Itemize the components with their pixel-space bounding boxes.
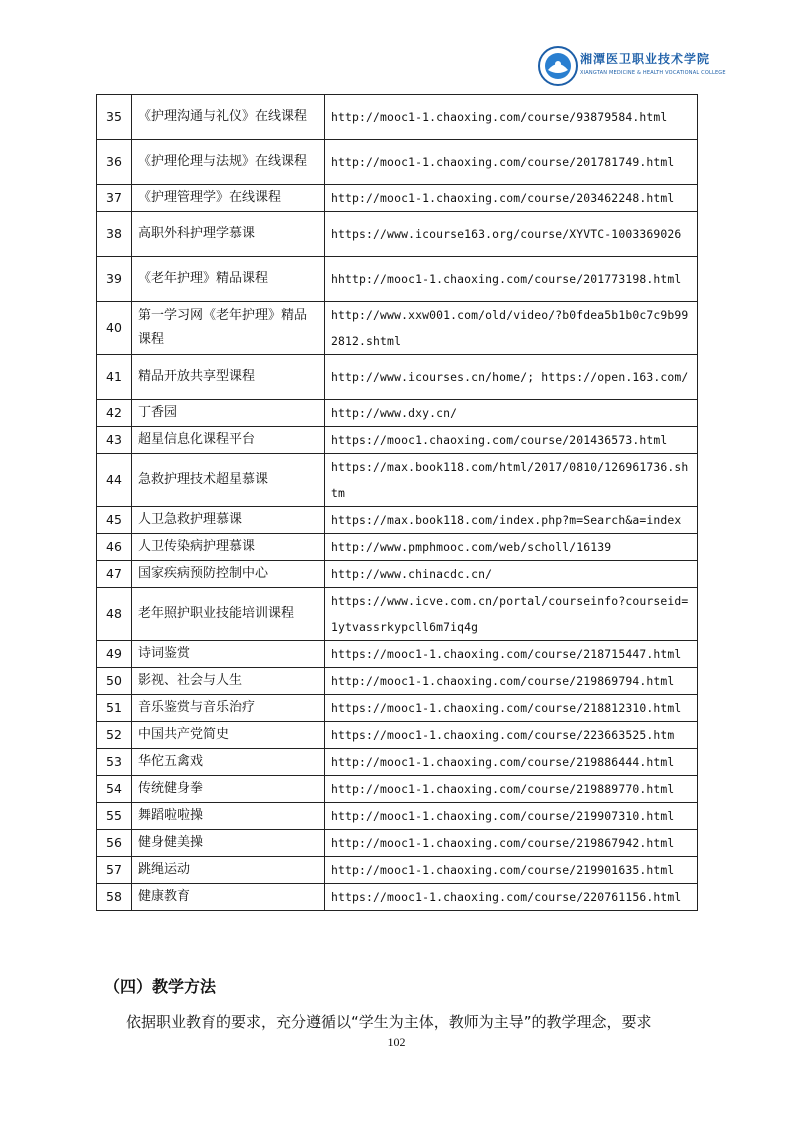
course-name: 影视、社会与人生 [132, 668, 325, 695]
course-name: 华佗五禽戏 [132, 749, 325, 776]
course-name: 丁香园 [132, 400, 325, 427]
table-row [97, 400, 698, 427]
course-name: 第一学习网《老年护理》精品课程 [132, 302, 325, 355]
table-row [97, 695, 698, 722]
table-row [97, 185, 698, 212]
course-url: http://www.pmphmooc.com/web/scholl/16139 [325, 534, 698, 561]
body-paragraph: 依据职业教育的要求，充分遵循以“学生为主体，教师为主导”的教学理念，要求 [126, 1013, 652, 1031]
course-name: 舞蹈啦啦操 [132, 803, 325, 830]
row-number: 35 [97, 95, 132, 140]
course-name: 人卫急救护理慕课 [132, 507, 325, 534]
row-number: 42 [97, 400, 132, 427]
row-number: 47 [97, 561, 132, 588]
school-name-zh: 湘潭医卫职业技术学院 [580, 52, 711, 66]
course-name: 健身健美操 [132, 830, 325, 857]
table-row [97, 803, 698, 830]
row-number: 38 [97, 212, 132, 257]
course-name: 《老年护理》精品课程 [132, 257, 325, 302]
course-name: 老年照护职业技能培训课程 [132, 588, 325, 641]
course-url: https://mooc1.chaoxing.com/course/201436573.html [325, 427, 698, 454]
course-name: 《护理沟通与礼仪》在线课程 [132, 95, 325, 140]
course-url: https://mooc1-1.chaoxing.com/course/218715447.html [325, 641, 698, 668]
row-number: 43 [97, 427, 132, 454]
table-row [97, 355, 698, 400]
course-name: 诗词鉴赏 [132, 641, 325, 668]
course-name: 中国共产党简史 [132, 722, 325, 749]
course-url: http://mooc1-1.chaoxing.com/course/93879584.html [325, 95, 698, 140]
table-row [97, 588, 698, 641]
course-url: http://mooc1-1.chaoxing.com/course/203462248.html [325, 185, 698, 212]
row-number: 40 [97, 302, 132, 355]
course-name: 音乐鉴赏与音乐治疗 [132, 695, 325, 722]
row-number: 46 [97, 534, 132, 561]
course-url: https://mooc1-1.chaoxing.com/course/218812310.html [325, 695, 698, 722]
course-url: http://www.xxw001.com/old/video/?b0fdea5b1b0c7c9b992812.shtml [325, 302, 698, 355]
table-row [97, 857, 698, 884]
row-number: 51 [97, 695, 132, 722]
table-row [97, 776, 698, 803]
school-seal-icon [538, 46, 578, 86]
course-name: 健康教育 [132, 884, 325, 911]
course-name: 精品开放共享型课程 [132, 355, 325, 400]
row-number: 49 [97, 641, 132, 668]
table-row [97, 454, 698, 507]
school-logo [538, 46, 726, 88]
row-number: 39 [97, 257, 132, 302]
course-name: 国家疾病预防控制中心 [132, 561, 325, 588]
table-row [97, 257, 698, 302]
course-url: http://mooc1-1.chaoxing.com/course/201781749.html [325, 140, 698, 185]
course-name: 跳绳运动 [132, 857, 325, 884]
table-row [97, 561, 698, 588]
course-name: 《护理管理学》在线课程 [132, 185, 325, 212]
table-row [97, 302, 698, 355]
row-number: 48 [97, 588, 132, 641]
course-url: http://mooc1-1.chaoxing.com/course/219889770.html [325, 776, 698, 803]
course-url: http://www.icourses.cn/home/; https://open.163.com/ [325, 355, 698, 400]
course-url: https://max.book118.com/index.php?m=Search&a=index [325, 507, 698, 534]
course-url: http://mooc1-1.chaoxing.com/course/219901635.html [325, 857, 698, 884]
course-url: http://mooc1-1.chaoxing.com/course/219886444.html [325, 749, 698, 776]
table-row [97, 641, 698, 668]
table-row [97, 830, 698, 857]
table-row [97, 749, 698, 776]
row-number: 37 [97, 185, 132, 212]
course-url: https://mooc1-1.chaoxing.com/course/223663525.htm [325, 722, 698, 749]
table-row [97, 534, 698, 561]
table-row [97, 884, 698, 911]
course-url: http://mooc1-1.chaoxing.com/course/219907310.html [325, 803, 698, 830]
row-number: 50 [97, 668, 132, 695]
row-number: 45 [97, 507, 132, 534]
row-number: 53 [97, 749, 132, 776]
table-body [97, 95, 698, 911]
course-name: 急救护理技术超星慕课 [132, 454, 325, 507]
course-name: 超星信息化课程平台 [132, 427, 325, 454]
course-url: https://max.book118.com/html/2017/0810/126961736.shtm [325, 454, 698, 507]
row-number: 44 [97, 454, 132, 507]
row-number: 36 [97, 140, 132, 185]
row-number: 41 [97, 355, 132, 400]
section-heading: （四）教学方法 [104, 977, 217, 996]
course-url: https://mooc1-1.chaoxing.com/course/220761156.html [325, 884, 698, 911]
table-row [97, 212, 698, 257]
row-number: 57 [97, 857, 132, 884]
row-number: 55 [97, 803, 132, 830]
table-row [97, 722, 698, 749]
table-row [97, 95, 698, 140]
course-name: 高职外科护理学慕课 [132, 212, 325, 257]
row-number: 56 [97, 830, 132, 857]
resource-links-table [96, 94, 698, 911]
table-row [97, 668, 698, 695]
row-number: 54 [97, 776, 132, 803]
course-url: hhttp://mooc1-1.chaoxing.com/course/201773198.html [325, 257, 698, 302]
row-number: 58 [97, 884, 132, 911]
course-url: https://www.icourse163.org/course/XYVTC-1003369026 [325, 212, 698, 257]
course-name: 传统健身拳 [132, 776, 325, 803]
course-url: http://mooc1-1.chaoxing.com/course/219869794.html [325, 668, 698, 695]
course-name: 人卫传染病护理慕课 [132, 534, 325, 561]
row-number: 52 [97, 722, 132, 749]
course-url: http://www.dxy.cn/ [325, 400, 698, 427]
school-name-en: XIANGTAN MEDICINE & HEALTH VOCATIONAL COLLEGE [580, 70, 726, 76]
table-row [97, 507, 698, 534]
course-url: https://www.icve.com.cn/portal/courseinfo?courseid=1ytvassrkypcll6m7iq4g [325, 588, 698, 641]
course-name: 《护理伦理与法规》在线课程 [132, 140, 325, 185]
table-row [97, 427, 698, 454]
course-url: http://www.chinacdc.cn/ [325, 561, 698, 588]
table-row [97, 140, 698, 185]
page-number: 102 [387, 1035, 406, 1049]
course-url: http://mooc1-1.chaoxing.com/course/219867942.html [325, 830, 698, 857]
